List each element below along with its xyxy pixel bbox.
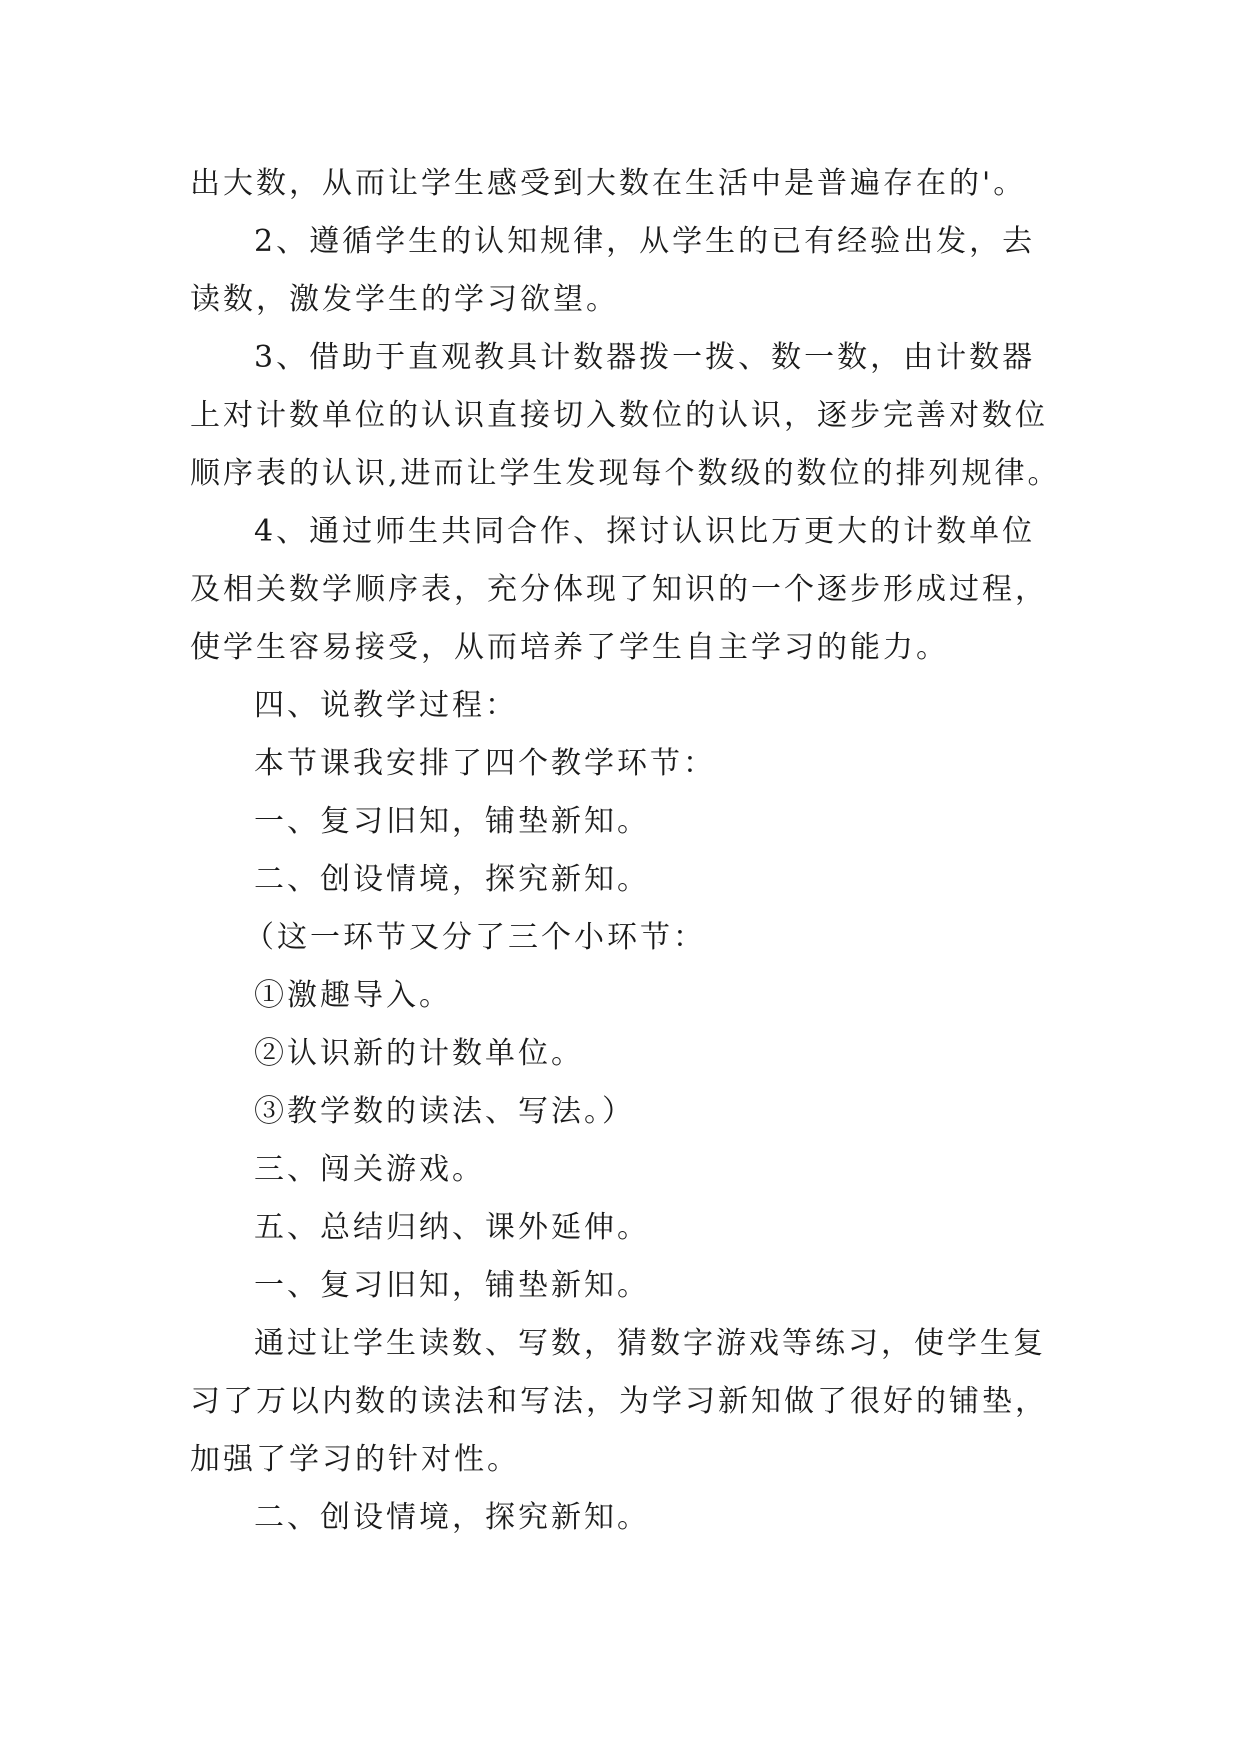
section-heading: 二、创设情境，探究新知。: [254, 1500, 650, 1535]
list-item: 一、复习旧知，铺垫新知。: [254, 804, 650, 839]
paragraph-line: 4、通过师生共同合作、探讨认识比万更大的计数单位: [254, 514, 1036, 549]
paragraph-line: 出大数，从而让学生感受到大数在生活中是普遍存在的'。: [190, 166, 1027, 201]
paragraph-line: 2、遵循学生的认知规律，从学生的已有经验出发，去: [254, 224, 1036, 259]
section-heading: 一、复习旧知，铺垫新知。: [254, 1268, 650, 1303]
paragraph-line: 顺序表的认识,进而让学生发现每个数级的数位的排列规律。: [190, 456, 1061, 491]
paragraph-line: 上对计数单位的认识直接切入数位的认识，逐步完善对数位: [190, 398, 1048, 433]
list-item: 三、闯关游戏。: [254, 1152, 485, 1187]
section-heading: 四、说教学过程：: [254, 688, 518, 723]
paragraph-line: 使学生容易接受，从而培养了学生自主学习的能力。: [190, 630, 949, 665]
paragraph-line: 加强了学习的针对性。: [190, 1442, 520, 1477]
sub-list-item: ②认识新的计数单位。: [254, 1036, 584, 1071]
sub-list-item: ③教学数的读法、写法。）: [254, 1094, 635, 1129]
paragraph-line: 本节课我安排了四个教学环节：: [254, 746, 716, 781]
list-item: 二、创设情境，探究新知。: [254, 862, 650, 897]
document-body: [190, 155, 1061, 1547]
list-item: 五、总结归纳、课外延伸。: [254, 1210, 650, 1245]
paragraph-line: 读数，激发学生的学习欲望。: [190, 282, 619, 317]
paragraph-line: 习了万以内数的读法和写法，为学习新知做了很好的铺垫，: [190, 1384, 1048, 1419]
sub-list-item: ①激趣导入。: [254, 978, 452, 1013]
list-item-note: （这一环节又分了三个小环节：: [244, 920, 706, 955]
paragraph-line: 3、借助于直观教具计数器拨一拨、数一数，由计数器: [254, 340, 1036, 375]
paragraph-line: 及相关数学顺序表，充分体现了知识的一个逐步形成过程，: [190, 572, 1048, 607]
paragraph-line: 通过让学生读数、写数，猜数字游戏等练习，使学生复: [254, 1326, 1046, 1361]
